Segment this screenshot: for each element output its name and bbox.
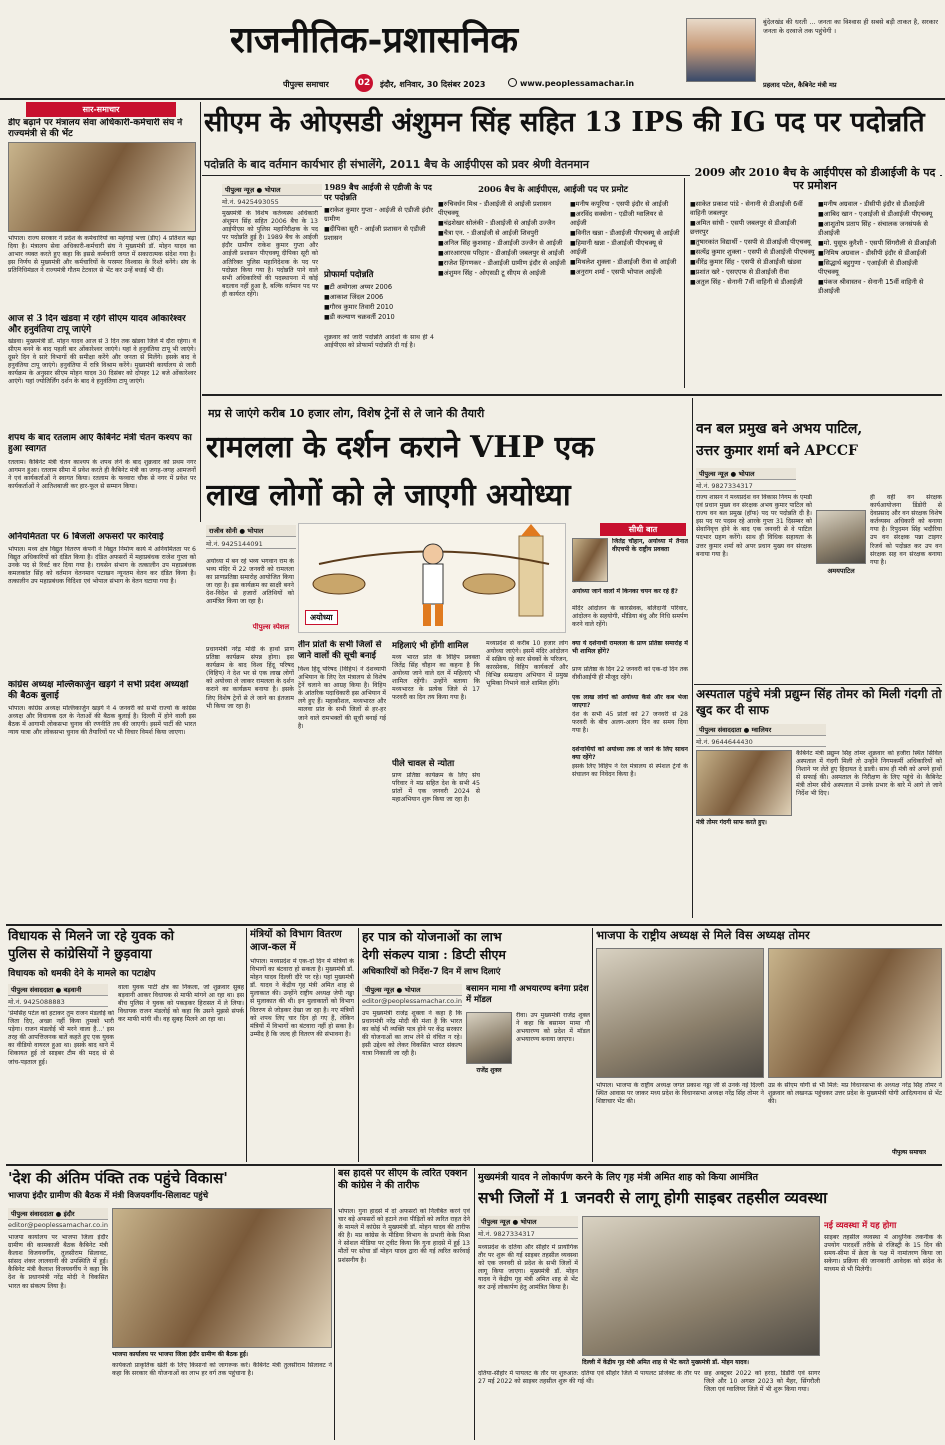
lead-col2-note: शुक्रवार को जारी पदोन्नति आदेशों के साथ ही 4 आईपीएस को प्रोफार्मा पदोन्नति दी गई है। xyxy=(324,334,434,350)
sidebar-tag: सार-समाचार xyxy=(26,102,176,117)
photo-tomar-yogi xyxy=(768,948,942,1078)
sidebar-body-4: भोपाल। मध्य क्षेत्र विद्युत वितरण कंपनी ने विद्युत निर्माण कार्य में अनियमितता पर 6 विद्युत अधिकारियों को दंडित किया है। दंडित अफसरों में महाप्रबंधक राजेश गुप्ता को उनके पद से रिवर्ट कर दिया गया है। रायसेन संभाग के तत्कालीन उप महाप्रबंधक कमलकांत सिंह को वर्तमान वेतनमान पटाखन न्यूनतम वेतन कर दंडित किया है। तत्कालीन उप महाप्रबंधक विदिशा एवं भोपाल संभाग के वेतन घटाया गया है। xyxy=(8,546,196,586)
vhp-mobile: मो.नं. 9425144091 xyxy=(206,539,296,549)
youth-body-2: वाला युवक पाटी क्षेत्र का निकला, जो शुक्रवार सुबह बड़वानी आकर विधायक से माफी मांगने आ रहा था। इस बीच पुलिस ने युवक को पकड़कर हिरासत में ले लिया। विधायक राजन मंडलोई को कहा कि उसने मुझसे संपर्क कर माफी मांगी थी। वह सुबह मिलने आ रहा था। xyxy=(118,984,244,1024)
hospital-story xyxy=(694,686,942,922)
qa-portrait xyxy=(572,538,608,582)
sidebar-body-1: भोपाल। राज्य सरकार ने प्रदेश के कर्मचारियों का महंगाई भत्ता (डीए) 4 प्रतिशत बढ़ा दिया है। मंत्रालय सेवा अधिकारी-कर्मचारी संघ ने मुख्यमंत्री डॉ. मोहन यादव का आभार व्यक्त करते हुए कहा कि इससे कर्मचारी जगत में सकारात्मक संदेश गया है। इस निर्णय से मुख्यमंत्री और कर्मचारियों के परस्पर विश्वास के रिश्ते बनेंगे। संघ के प्रतिनिधिमंडल ने राज्यमंत्री गौतम टेटवाल से भेंट कर उन्हें बधाई भी दी। xyxy=(8,235,196,275)
ministers-headline: मंत्रियों को विभाग वितरण आज-कल में xyxy=(250,929,342,953)
list-item: ■ सिद्धार्थ बहुगुणा - एआईजी से डीआईजी पीएचक्यू xyxy=(818,259,940,277)
list-item: ■ डी कल्याण चक्रवर्ती 2010 xyxy=(324,313,434,322)
vikas-caption: भाजपा कार्यालय पर भाजपा जिला इंदौर ग्रामीण की बैठक हुई। xyxy=(112,1351,249,1358)
vhp-body: अयोध्या में बन रहे भव्य भगवान राम के भव्य मंदिर में 22 जनवरी को रामलला का प्राणप्रतिष्ठा समारोह आयोजित किया जा रहा है। इस कार्यक्रम का साक्षी बनने देश-विदेश से हजारों अतिथियों को आमंत्रित किया जा रहा है। xyxy=(206,558,294,606)
list-item: ■ मनीष कपूरिया - एसपी इंदौर से आईजी xyxy=(570,200,680,209)
sankalp-headline-2: देगी संकल्प यात्रा : डिप्टी सीएम xyxy=(362,947,506,962)
forest-story xyxy=(694,420,942,684)
cyber-mobile: मो.नं. 9827334317 xyxy=(478,1229,578,1239)
bus-body: भोपाल। गुना हादसे में दो अफसरों को निलंबित करने एवं चार बड़े अफसरों को हटाने तथा पीड़ितों को त्वरित राहत देने के मामले में कांग्रेस ने मुख्यमंत्री डॉ. मोहन यादव की तारीफ की है। मप्र कांग्रेस के मीडिया विभाग के प्रभारी केके मिश्रा ने सोशल मीडिया पर ट्वीट किया कि गुना हादसे में हुई 13 मौतों पर सोचा डॉ मोहन यादव द्वारा की गई त्वरित कार्रवाई प्रशंसनीय है। xyxy=(338,1208,470,1264)
list-item: ■ राजेश हिंगणकर - डीआईजी ग्रामीण इंदौर से आईजी xyxy=(438,259,566,268)
qa-q4: दर्शनार्थियों को अयोध्या तक ले जाने के लिए साधन क्या रहेंगे? xyxy=(572,746,688,762)
tomar-story xyxy=(594,928,942,1164)
shukla-caption: राजेंद्र शुक्ल xyxy=(476,1067,502,1074)
sidebar-news xyxy=(6,102,198,944)
hospital-mobile: मो.नं. 9644644430 xyxy=(696,737,826,747)
photo-bjp-meeting xyxy=(112,1208,332,1348)
list-item: ■ आबिद खान - एआईजी से डीआईजी पीएचक्यू xyxy=(818,210,940,219)
vikas-byline: पीपुल्स संवाददाता ● इंदौर xyxy=(8,1208,108,1220)
list-item: ■ अंशुमन सिंह - ओएसडी टू सीएम से आईजी xyxy=(438,269,566,278)
sankalp-body: उप मुख्यमंत्री राजेंद्र शुक्ला ने कहा है कि प्रधानमंत्री नरेंद्र मोदी की मंशा है कि भारत का कोई भी व्यक्ति पात्र होने पर केंद्र सरकार की योजनाओं का लाभ लेने से वंचित न रहे। इसी उद्देश्य को लेकर विकसित भारत संकल्प यात्रा निकाली जा रही है। xyxy=(362,1010,462,1058)
qa-a1: मंदिर आंदोलन के कारसेवक, बलिदानी परिवार, आंदोलन के सहयोगी, मीडिया बंधु और निधि समर्पण करने वाले रहेंगे। xyxy=(572,605,688,629)
list-item: ■ आशुतोष प्रताप सिंह - संचालक जनसंपर्क से डीआईजी xyxy=(818,220,940,238)
hospital-photo xyxy=(696,750,792,816)
cyber-story xyxy=(476,1168,942,1440)
list-item: ■ निमिष अग्रवाल - डीसीपी इंदौर से डीआईजी xyxy=(818,249,940,258)
list-item: ■ विनीत खन्ना - डीआईजी पीएचक्यू से आईजी xyxy=(570,229,680,238)
tomar-credit: पीपुल्स समाचार xyxy=(892,1149,927,1156)
list-item: ■ साकेत प्रकाश पांडे - सेनानी से डीआईजी 6वीं वाहिनी जबलपुर xyxy=(690,200,815,218)
bus-headline: बस हादसे पर सीएम के त्वरित एक्शन की कांग्रेस ने की तारीफ xyxy=(338,1168,468,1191)
qa-a2: प्राण प्रतिष्ठा के दिन 22 जनवरी को एक-दो दिन तक वीवीआईपी ही मौजूद रहेंगे। xyxy=(572,666,688,682)
forest-headline-2: उत्तर कुमार शर्मा बने APCCF xyxy=(696,443,858,459)
list-item: ■ टी अमोगला अय्यर 2006 xyxy=(324,283,434,292)
youth-story xyxy=(6,928,244,1164)
lead-col3-head: 2006 बैच के आईपीएस, आईजी पद पर प्रमोट xyxy=(478,185,628,195)
bus-story xyxy=(336,1168,472,1440)
youth-headline-2: पुलिस से कांग्रेसियों ने छुड़वाया xyxy=(8,947,152,962)
forest-body-2: ही वहीं वन संरक्षक कार्यआयोजना डिंडोरी से देवप्रसाद और वन संरक्षक विशेष कर्तव्यस्थ अधिकारी को बनाया गया है। रिपुदमन सिंह भदौरिया उप वन संरक्षक पन्ना टाइगर रिजर्व को पदोन्नत कर उप वन संरक्षक सह वन संरक्षक बनाया गया है। xyxy=(870,494,942,566)
tomar-caption-right: उप्र के सीएम योगी से भी मिले: मप्र विधानसभा के अध्यक्ष नरेंद्र सिंह तोमर ने शुक्रवार को लखनऊ पहुंचकर उत्तर प्रदेश के मुख्यमंत्री योगी आदित्यनाथ से भेंट की। xyxy=(768,1082,942,1106)
sankalp-headline-1: हर पात्र को योजनाओं का लाभ xyxy=(362,929,502,944)
vhp-story xyxy=(202,398,690,922)
sidebar-headline-2: आज से 3 दिन खंडवा में रहेंगे सीएम यादव ओंकारेश्वर और हनुवंतिया टापू जाएंगे xyxy=(8,314,186,335)
list-item: ■ रुचिवर्धन मिश्र - डीआईजी से आईजी प्रशासन पीएचक्यू xyxy=(438,200,566,218)
lead-col2-list xyxy=(324,206,434,244)
forest-mobile: मो.नं. 9827334317 xyxy=(696,481,796,491)
ministers-story xyxy=(248,928,356,1164)
youth-sub: विधायक को धमकी देने के मामले का पटाक्षेप xyxy=(8,969,156,979)
dateline: इंदौर, शनिवार, 30 दिसंबर 2023 xyxy=(380,80,486,89)
list-item: ■ हिमानी खन्ना - डीआईजी पीएचक्यू से आईजी xyxy=(570,239,680,257)
section-title: राजनीतिक-प्रशासनिक xyxy=(230,19,519,61)
vhp-body-3-bottom: मध्यप्रदेश से करीब 10 हजार लोग अयोध्या जाएंगे। इसमें मंदिर आंदोलन में सक्रिय रहे कार सेवकों के परिजन, कारसेवक, विहिप कार्यकर्ता और विभिन्न सम्प्रदाय अभियान में प्रमुख भूमिका निभाने वाले शामिल होंगे। xyxy=(486,640,568,688)
youth-byline: पीपुल्स संवाददाता ● बड़वानी xyxy=(8,984,108,996)
sidebar-body-2: खंडवा। मुख्यमंत्री डॉ. मोहन यादव आज से 3 दिन तक खंडवा जिले में दौरा रहेगा। वे सीएम बनने के बाद पहली बार ओंकारेश्वर जाएंगे। यहां वे हनुवंतिया टापू भी जाएंगे। दूसरे दिन वे सारे विभागों की समीक्षा करेंगे और जनता से मिलेंगे। इसके बाद वे हनुवंतिया टापू जाएंगे। हनुवंतिया में रात्रि विश्राम करेंगे। मुख्यमंत्री कार्यालय से जारी कार्यक्रम के अनुसार सीएम मोहन यादव 30 दिसंबर को दोपहर 12 बजे ओंकारेश्वर आएंगे। यहां ज्योतिर्लिंग दर्शन के बाद वे हनुवंतिया टापू जाएंगे। xyxy=(8,338,196,386)
sidebar-headline-3: शपथ के बाद रतलाम आए कैबिनेट मंत्री चेतन कश्यप का हुआ स्वागत xyxy=(8,433,192,454)
vhp-body-2: प्रधानमंत्री नरेंद्र मोदी के हाथों प्राण प्रतिष्ठा कार्यक्रम संपन्न होगा। इस कार्यक्रम के बाद विश्व हिंदू परिषद (विहिप) ने देश भर से एक लाख लोगों को अयोध्या ले जाकर रामलला के दर्शन कराने का कार्यक्रम बनाया है। इसके लिए विशेष ट्रेनों से ले जाने का इंतजाम भी किया जा रहा है। xyxy=(206,646,294,710)
lead-right-head: 2009 और 2010 बैच के आईपीएस को डीआईजी के पद पर प्रमोशन xyxy=(690,166,940,192)
cartoon-illustration xyxy=(298,523,566,633)
list-item: ■ राकेश कुमार गुप्ता - आईजी से एडीजी इंदौर ग्रामीण xyxy=(324,206,434,224)
vhp-byline: राजीव सोनी ● भोपाल xyxy=(206,525,296,537)
vhp-sub3-body: प्राण प्रतिष्ठा कार्यक्रम के लिए संघ परिवार ने मप्र सहित देश के सभी 45 प्रांतों में एक जनवरी 2024 से महाअभियान शुरू किया जा रहा है। xyxy=(392,772,480,804)
vikas-headline: 'देश की अंतिम पंक्ति तक पहुंचे विकास' xyxy=(8,1169,228,1187)
lead-right-list-b xyxy=(818,200,940,297)
sidebar-headline-5: कांग्रेस अध्यक्ष मल्लिकार्जुन खड़गे ने सभी प्रदेश अध्यक्षों की बैठक बुलाई xyxy=(8,680,189,701)
vikas-body: भाजपा कार्यालय पर भाजपा जिला इंदौर ग्रामीण की कामकाजी बैठक कैबिनेट मंत्री कैलाश विजयवर्गीय, तुलसीराम सिलावट, सांसद शंकर लालवानी की उपस्थिति में हुई। कैबिनेट मंत्री कैलाश विजयवर्गीय ने कहा कि देश के प्रधानमंत्री नरेंद्र मोदी ने विकसित भारत का संकल्प लिया है। xyxy=(8,1234,108,1290)
forest-body: राज्य शासन ने मध्यप्रदेश वन विकास निगम के एमडी एवं प्रधान मुख्य वन संरक्षक अभय कुमार पाटिल को राज्य वन बल प्रमुख (हॉफ) पद पर पदोन्नति दी है। इस पद पर पदस्थ रहे आरके गुप्ता 31 दिसम्बर को सेवानिवृत्त होने के बाद एक जनवरी से वे पाटिल पदभार ग्रहण करेंगे। साथ ही विधिक सहायता के उत्तर कुमार शर्मा को अपर प्रधान मुख्य वन संरक्षक बनाया गया है। xyxy=(696,494,812,558)
lead-col4-list xyxy=(570,200,680,278)
lead-col2-head2: प्रोफार्मा पदोन्नति xyxy=(324,270,374,280)
list-item: ■ आरआरएस परिहार - डीआईजी जबलपुर से आईजी xyxy=(438,249,566,258)
lead-col3-list xyxy=(438,200,566,279)
globe-icon xyxy=(508,78,517,87)
list-item: ■ दीपिका सूरी - आईजी प्रशासन से एडीजी प्रशासन xyxy=(324,225,434,243)
photo-cm-shah xyxy=(582,1216,820,1356)
publication-name: पीपुल्स समाचार xyxy=(283,80,329,89)
special-tag: पीपुल्स स्पेशल xyxy=(246,623,296,632)
lead-subheadline: पदोन्नति के बाद वर्तमान कार्यभार ही संभालेंगे, 2011 बैच के आईपीएस को प्रवर श्रेणी वेतनमान xyxy=(204,158,589,171)
forest-headline-1: वन बल प्रमुख बने अभय पाटिल, xyxy=(696,421,863,437)
list-item: ■ चैत्रा एन. - डीआईजी से आईजी शिवपुरी xyxy=(438,229,566,238)
list-item: ■ मो. युसूफ कुरैशी - एसपी सिंगरौली से डीआईजी xyxy=(818,239,940,248)
sankalp-email[interactable]: editor@peoplessamachar.co.in xyxy=(362,997,462,1005)
tomar-headline: भाजपा के राष्ट्रीय अध्यक्ष से मिले विस अध्यक्ष तोमर xyxy=(596,928,810,942)
shukla-portrait xyxy=(466,1012,512,1064)
forest-byline: पीपुल्स न्यूज़ ● भोपाल xyxy=(696,468,796,480)
lead-col2-list2 xyxy=(324,283,434,323)
lead-col2-head: 1989 बैच आईजी से एडीजी के पद पर पदोन्नति xyxy=(324,182,432,202)
list-item: ■ गौरव कुमार तिवारी 2010 xyxy=(324,303,434,312)
photo-minister-meeting xyxy=(8,142,196,232)
vikas-email[interactable]: editor@peoplessamachar.co.in xyxy=(8,1221,108,1229)
ministers-body: भोपाल। मध्यप्रदेश में एक-दो दिन में मंत्रियों के विभागों का बंटवारा हो सकता है। मुख्यमंत्री डॉ. मोहन यादव दिल्ली दौरे पर रहे। यहां मुख्यमंत्री डॉ. यादव ने केंद्रीय गृह मंत्री अमित शाह से मुलाकात की। उन्होंने राष्ट्रीय अध्यक्ष जेपी नड्डा से मुलाकात की थी। इन मुलाकातों को विभाग वितरण से जोड़कर देखा जा रहा है। नए मंत्रियों को शपथ लिए चार दिन हो गए हैं, लेकिन मंत्रियों में विभागों का बंटवारा नहीं हो सका है। उम्मीद है कि जल्द ही वितरण की संभावना है। xyxy=(250,958,354,1038)
website[interactable]: www.peoplessamachar.in xyxy=(520,79,635,88)
hospital-headline: अस्पताल पहुंचे मंत्री प्रद्युम्न सिंह तोमर को मिली गंदगी तो खुद कर दी साफ xyxy=(696,687,942,717)
list-item: ■ चंद्रशेखर सोलंकी - डीआईजी से आईजी उज्जैन xyxy=(438,219,566,228)
vhp-sub2-body: मध्य भारत प्रांत के विहिप प्रवक्ता जितेंद्र सिंह चौहान का कहना है कि अयोध्या जाने वाले दल में महिलाएं भी शामिल रहेंगी। उन्होंने बताया कि मध्यभारत के प्रत्येक जिले से 17 फरवरी का दिन तय किया गया है। xyxy=(392,654,480,702)
sankalp-story xyxy=(360,928,590,1164)
tomar-caption-left: भोपाल। भाजपा के राष्ट्रीय अध्यक्ष जगत प्रकाश नड्डा जी से उनके नई दिल्ली स्थित आवास पर जाकर मध्य प्रदेश के विधानसभा अध्यक्ष नरेंद्र सिंह तोमर ने शिष्टाचार भेंट की। xyxy=(596,1082,764,1106)
list-item: ■ प्रशांत खरे - एसएएफ से डीआईजी रीवा xyxy=(690,268,815,277)
list-item: ■ अमित सांघी - एसपी जबलपुर से डीआईजी छत्तरपुर xyxy=(690,219,815,237)
cyber-body: मध्यप्रदेश के दतिया और सीहोर में प्रायोगिक तौर पर शुरू की गई साइबर तहसील व्यवस्था को एक जनवरी से प्रदेश के सभी जिलों में लागू किया जाएगा। मुख्यमंत्री डॉ. मोहन यादव ने केंद्रीय गृह मंत्री अमित शाह से भेंट कर उन्हें लोकार्पण हेतु आमंत्रित किया है। xyxy=(478,1244,578,1292)
list-item: ■ अरविंद सक्सेना - एडीजी ग्वालियर से आईजी xyxy=(570,210,680,228)
qa-a3: देश के सभी 45 प्रांतों को 27 जनवरी से 28 फरवरी के बीच अलग-अलग दिन का समय दिया गया है। xyxy=(572,711,688,735)
list-item: ■ वीरेंद्र कुमार सिंह - एसपी से डीआईजी खंडवा xyxy=(690,258,815,267)
vikas-story xyxy=(6,1168,332,1440)
minister-portrait xyxy=(686,18,756,82)
vhp-sub2-head: महिलाएं भी होंगी शामिल xyxy=(392,641,469,651)
youth-body: 'प्रेमसिंह पटेल को हटाकर तुम राजन मंडलोई को जिता दिए, अच्छा नहीं किया तुमको भारी पड़ेगा। राजन मंडलोई भी मरने वाला है...' इस तरह की आपत्तिजनक बातें कहते हुए एक युवक का वीडियो वायरल हुआ था। इसके बाद थाने में शिकायत हुई तो साइबर टीम की मदद से से जांच-पड़ताल हुई। xyxy=(8,1010,114,1066)
lead-mobile: मो.नं. 9425493055 xyxy=(222,197,322,207)
hospital-byline: पीपुल्स संवाददाता ● ग्वालियर xyxy=(696,724,826,736)
cyber-headline: सभी जिलों में 1 जनवरी से लागू होगी साइबर तहसील व्यवस्था xyxy=(478,1188,828,1207)
lead-story xyxy=(202,102,942,392)
vhp-sub1-body: विश्व हिंदू परिषद (विहिप) ने देशव्यापी अभियान के लिए रेल मंत्रालय से विशेष ट्रेनें चलाने का आग्रह किया है। विहिप के आंतरिक पदाधिकारी इस अभियान में लगे हुए हैं। महाकौशल, मध्यभारत और मालवा प्रांत के सभी जिलों से हर-हर जाने वाले रामभक्तों की सूची बनाई गई है। xyxy=(298,666,386,730)
sankalp-sub: अधिकारियों को निर्देश-7 दिन में लाभ दिलाएं xyxy=(362,967,501,977)
list-item: ■ पंकज श्रीवास्तव - सेनानी 15वीं वाहिनी से डीआईजी xyxy=(818,278,940,296)
list-item: ■ अनुराग शर्मा - एसपी भोपाल आईजी xyxy=(570,268,680,277)
cyber-caption: दिल्ली में केंद्रीय गृह मंत्री अमित शाह से भेंट करते मुख्यमंत्री डॉ. मोहन यादव। xyxy=(582,1359,749,1366)
sidebar-headline-4: अनियमितता पर 6 बिजली अफसरों पर कार्रवाई xyxy=(8,532,164,542)
vhp-kicker: मप्र से जाएंगे करीब 10 हजार लोग, विशेष ट्रेनों से ले जाने की तैयारी xyxy=(208,407,485,420)
cyber-byline: पीपुल्स न्यूज़ ● भोपाल xyxy=(478,1216,578,1228)
qa-q3: एक लाख लोगों को अयोध्या कैसे और कब भेजा जाएगा? xyxy=(572,694,688,710)
lead-body: मुख्यमंत्री के विशेष कर्तव्यस्थ अधिकारी अंशुमन सिंह सहित 2006 बैच के 13 आईपीएस को पुलिस महानिरीक्षक के पद पर पदोन्नति हुई है। 1989 बैच के आईजी इंदौर ग्रामीण राकेश कुमार गुप्ता और आईजी प्रशासन पीएचक्यू दीपिका सूरी को अतिरिक्त पुलिस महानिदेशक के पद पर पदोन्नत किया गया है। पदोन्नति पाने वाले सभी अधिकारियों की पदस्थापना में कोई बदलाव नहीं हुआ है, बल्कि वर्तमान पद पर ही कार्यरत रहेंगे। xyxy=(222,210,318,298)
list-item: ■ मनीष अग्रवाल - डीसीपी इंदौर से डीआईजी xyxy=(818,200,940,209)
hospital-caption: मंत्री तोमर गंदगी साफ करते हुए। xyxy=(696,819,767,826)
cyber-body-3: छह अक्टूबर 2022 को हरदा, डिंडौरी एवं सागर जिले और 10 अगस्त 2023 को मैहर, सिंगरौली जिला एवं ग्वालियर जिले में भी शुरू किया गया। xyxy=(704,1370,820,1394)
sidebar-headline-1: डीए बढ़ाने पर मंत्रालय सेवा अधिकारी-कर्मचारी संघ ने राज्यमंत्री से की भेंट xyxy=(8,118,183,139)
qa-q2: क्या ये दर्शनार्थी रामलला के प्राण प्रतिष्ठा समारोह में भी शामिल होंगे? xyxy=(572,640,688,656)
youth-mobile: मो.नं. 9425088883 xyxy=(8,997,108,1007)
forest-portrait xyxy=(816,510,866,564)
list-item: ■ तुषारकांत विद्यार्थी - एसपी से डीआईजी पीएचक्यू xyxy=(690,238,815,247)
list-item: ■ सत्येंद्र कुमार शुक्ला - एसपी से डीआईजी पीएचक्यू xyxy=(690,248,815,257)
list-item: ■ आकाश जिंदल 2006 xyxy=(324,293,434,302)
sankalp-box-body: रीवा। उप मुख्यमंत्री राजेंद्र शुक्ल ने कहा कि बसामन मामा गौ अभयारण्य को प्रदेश में मॉडल अभयारण्य बनाया जाएगा। xyxy=(516,1012,590,1044)
vhp-sub1-head: तीन प्रांतों के सभी जिलों से जाने वालों की सूची बनाई xyxy=(298,640,382,661)
cyber-body-2: दतिया-सीहोर में पायलट के तौर पर शुरुआत: दतिया एवं सीहोर जिले में पायलट प्रोजेक्ट के तौर पर 27 मई 2022 को साइबर तहसील शुरू की गई थी। xyxy=(478,1370,700,1386)
qa-name: जितेंद्र चौहान, अयोध्या में तैनात वीएचपी के राष्ट्रीय प्रवक्ता xyxy=(612,538,688,554)
list-item: ■ मिथलेश शुक्ला - डीआईजी रीवा से आईजी xyxy=(570,258,680,267)
youth-headline-1: विधायक से मिलने जा रहे युवक को xyxy=(8,929,174,944)
qa-tag: सीधी बात xyxy=(600,523,686,536)
vikas-sub: भाजपा इंदौर ग्रामीण की बैठक में मंत्री विजयवर्गीय-सिलावट पहुंचे xyxy=(8,1191,209,1201)
sankalp-box-head: बसामन मामा गौ अभयारण्य बनेगा प्रदेश में मॉडल xyxy=(466,984,589,1005)
list-item: ■ अनिल सिंह कुशवाह - डीआईजी उज्जैन से आईजी xyxy=(438,239,566,248)
lead-headline: सीएम के ओएसडी अंशुमन सिंह सहित 13 IPS की IG पद पर पदोन्नति xyxy=(204,107,925,138)
vikas-body-2: कार्यकर्ता प्राकृतिक खेती के लिए किसानों को जागरूक करें। कैबिनेट मंत्री तुलसीराम सिलावट ने कहा कि सरकार की योजनाओं का लाभ हर वर्ग तक पहुंचाना है। xyxy=(112,1362,332,1378)
masthead-quote: बुंदेलखंड की धरती ... जनता का विश्वास ही सबसे बड़ी ताकत है, सरकार जनता के दरवाजे तक पहुंचेगी । xyxy=(763,18,938,35)
list-item: ■ अतुल सिंह - सेनानी 7वीं वाहिनी से डीआईजी xyxy=(690,278,815,287)
vhp-headline-line1: रामलला के दर्शन कराने VHP एक xyxy=(206,430,595,465)
lead-byline: पीपुल्स न्यूज़ ● भोपाल xyxy=(222,184,322,196)
lead-right-list-a xyxy=(690,200,815,288)
vhp-headline-line2: लाख लोगों को ले जाएगी अयोध्या xyxy=(206,478,571,513)
sidebar-body-5: भोपाल। कांग्रेस अध्यक्ष मल्लिकार्जुन खड़गे ने 4 जनवरी को सभी राज्यों के कांग्रेस अध्यक्ष और विधायक दल के नेताओं की बैठक बुलाई है। दिल्ली में होने वाली इस बैठक में आगामी लोकसभा चुनाव की रणनीति तय की जाएगी। इसमें पार्टी की भारत न्याय यात्रा और लोकसभा चुनाव की तैयारियों पर भी विचार विमर्श किया जाएगा। xyxy=(8,705,196,737)
cyber-kicker: मुख्यमंत्री यादव ने लोकार्पण करने के लिए गृह मंत्री अमित शाह को किया आमंत्रित xyxy=(478,1172,759,1183)
cartoon-label: अयोध्या xyxy=(305,610,338,625)
forest-caption: अमयपाटिल xyxy=(827,567,855,575)
quote-author: प्रहलाद पटेल, कैबिनेट मंत्री मप्र xyxy=(763,81,837,89)
page-number: 02 xyxy=(355,74,373,92)
masthead xyxy=(0,0,945,100)
photo-tomar-nadda xyxy=(596,948,764,1078)
qa-q1: अयोध्या जाने वालों में किनका चयन कर रहे हैं? xyxy=(572,588,678,595)
sidebar-body-3: रतलाम। कैबिनेट मंत्री चेतन काश्यप के शपथ लेने के बाद शुक्रवार को प्रथम नगर आगमन हुआ। रतलाम सीमा में प्रवेश करते ही कैबिनेट मंत्री का जगह-जगह आमजनों ने एवं कार्यकर्ताओं ने स्वागत किया। रतलाम के फव्वारा चौक से नगर में प्रवेश पर कार्यकर्ताओं ने आतिशबाजी कर हार-फूल से सम्मान किया। xyxy=(8,459,196,491)
cyber-box-body: साइबर तहसील व्यवस्था में आधुनिक तकनीक के उपयोग पारदर्शी तरीके से रजिस्ट्री के 15 दिन की समय-सीमा में क्रेता के पक्ष में नामांतरण किया जा सकेगा। प्रक्रिया की जानकारी आवेदक को संदेश के माध्यम से भी मिलेगी। xyxy=(824,1234,942,1274)
hospital-body: कैबिनेट मंत्री प्रद्युम्न सिंह तोमर शुक्रवार को हजीरा स्थित सिविल अस्पताल में गंदगी मिली तो उन्होंने निगमकर्मी अधिकारियों को निशाने पर लेते हुए हिदायत दे डाली। साथ ही मंत्री को अपने हाथों से सफाई की। अस्पताल के निरीक्षण के लिए पहुंचे थे। कैबिनेट मंत्री तोमर सीधे अस्पताल में उनके प्रभार के बारे में आगे ले जाने निर्देश भी दिए। xyxy=(796,750,942,798)
qa-a4: इसके लिए विहिप ने रेल मंत्रालय से स्पेशल ट्रेनों के संचालन का निवेदन किया है। xyxy=(572,763,688,779)
vhp-sub3-head: पीले चावल से न्योता xyxy=(392,759,455,769)
sankalp-byline: पीपुल्स न्यूज़ ● भोपाल xyxy=(362,984,462,996)
cyber-box-head: नई व्यवस्था में यह होगा xyxy=(824,1221,897,1231)
